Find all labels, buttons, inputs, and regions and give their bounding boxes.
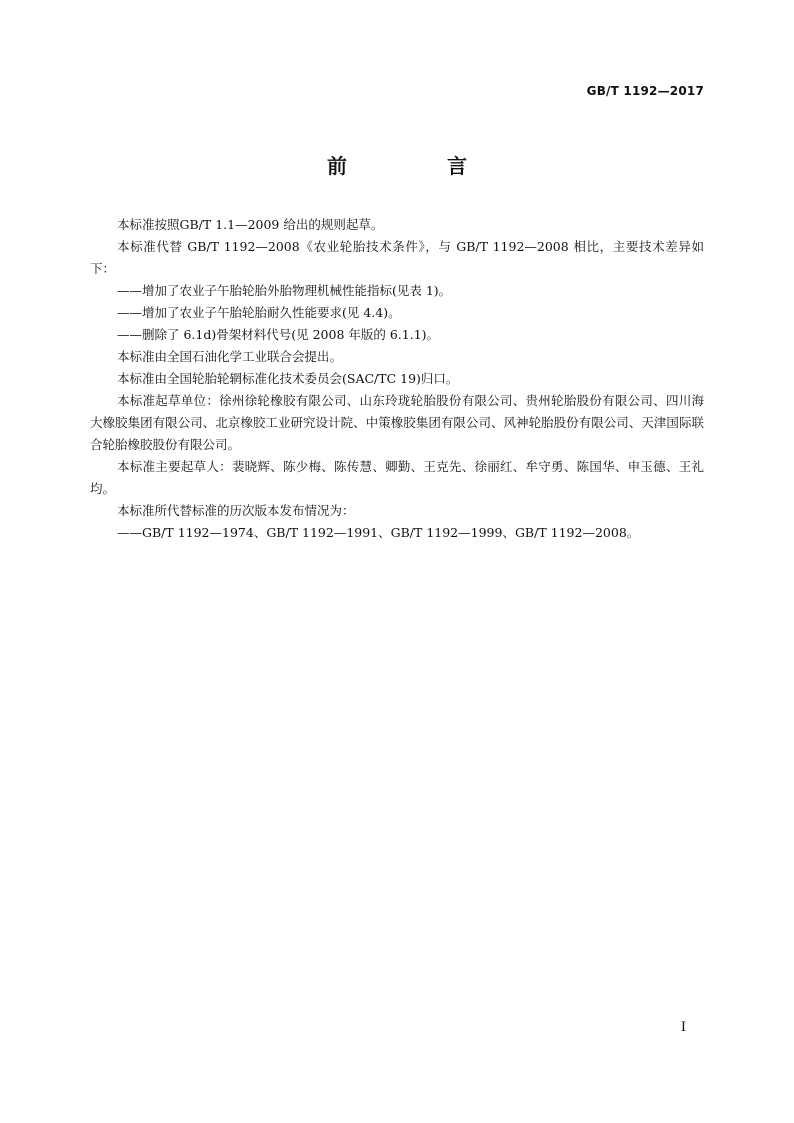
page-number: I (680, 1020, 686, 1035)
list-item-change-1: ——增加了农业子午胎轮胎外胎物理机械性能指标(见表 1)。 (117, 283, 452, 298)
paragraph-drafters: 本标准主要起草人：裴晓辉、陈少梅、陈传慧、卿勤、王克先、徐丽红、牟守勇、陈国华、申玉德、王礼均。 (90, 459, 704, 496)
standard-code: GB/T 1192—2017 (586, 84, 704, 98)
paragraph-drafting-rules: 本标准按照GB/T 1.1—2009 给出的规则起草。 (117, 217, 384, 232)
body-text (90, 214, 704, 544)
list-item-change-2: ——增加了农业子午胎轮胎耐久性能要求(见 4.4)。 (117, 305, 401, 320)
paragraph-proposed-by: 本标准由全国石油化学工业联合会提出。 (117, 349, 343, 364)
paragraph-under-jurisdiction: 本标准由全国轮胎轮辋标准化技术委员会(SAC/TC 19)归口。 (117, 371, 459, 386)
list-item-change-3: ——删除了 6.1d)骨架材料代号(见 2008 年版的 6.1.1)。 (117, 327, 440, 342)
paragraph-drafting-units: 本标准起草单位：徐州徐轮橡胶有限公司、山东玲珑轮胎股份有限公司、贵州轮胎股份有限公司、四川海大橡胶集团有限公司、北京橡胶工业研究设计院、中策橡胶集团有限公司、风神轮胎股份有限公司、天津国际联合轮胎橡胶股份有限公司。 (90, 393, 704, 452)
paragraph-replaces: 本标准代替 GB/T 1192—2008《农业轮胎技术条件》，与 GB/T 1192—2008 相比，主要技术差异如下： (90, 239, 704, 276)
page-title: 前 言 (327, 154, 507, 178)
list-item-previous-editions: ——GB/T 1192—1974、GB/T 1192—1991、GB/T 1192—1999、GB/T 1192—2008。 (117, 525, 640, 540)
paragraph-previous-editions-intro: 本标准所代替标准的历次版本发布情况为： (117, 503, 355, 518)
